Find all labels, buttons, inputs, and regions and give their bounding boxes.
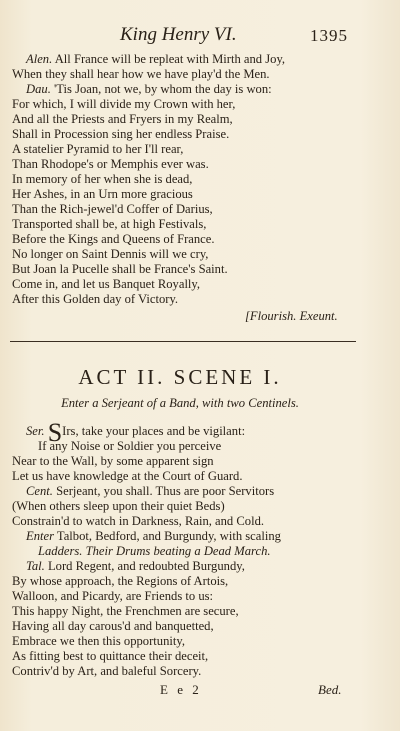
line-text: Near to the Wall, by some apparent sign (12, 454, 214, 468)
text-line (12, 127, 352, 142)
text-line (12, 529, 352, 544)
signature-mark: E e 2 (160, 682, 202, 697)
line-text: Embrace we then this opportunity, (12, 634, 186, 648)
line-text: Lord Regent, and redoubted Burgundy, (47, 559, 245, 573)
text-line (12, 247, 352, 262)
text-line (12, 82, 352, 97)
text-line (12, 499, 352, 514)
line-text: Constrain'd to watch in Darkness, Rain, and Cold. (12, 514, 265, 528)
text-line (12, 112, 352, 127)
text-line (12, 574, 352, 589)
line-text: As fitting best to quittance their deceit, (12, 649, 209, 663)
speaker-name: Enter (26, 529, 54, 543)
line-text: When they shall hear how we have play'd the Men. (12, 67, 270, 81)
line-text: 'Tis Joan, not we, by whom the day is won: (54, 82, 272, 96)
line-text: Come in, and let us Banquet Royally, (12, 277, 201, 291)
page-number: 1395 (310, 26, 348, 45)
line-text: In memory of her when she is dead, (12, 172, 193, 186)
text-line (12, 142, 352, 157)
text-line (12, 202, 352, 217)
scene-dialogue-block (12, 418, 352, 679)
line-text: Ladders. Their Drums beating a Dead March. (38, 544, 271, 558)
text-line (12, 469, 352, 484)
line-text: Transported shall be, at high Festivals, (12, 217, 207, 231)
text-line (12, 649, 352, 664)
text-line (12, 544, 352, 559)
catchword: Bed. (318, 682, 342, 697)
line-text: Contriv'd by Art, and baleful Sorcery. (12, 664, 202, 678)
line-text: For which, I will divide my Crown with her, (12, 97, 236, 111)
line-text: Than Rhodope's or Memphis ever was. (12, 157, 209, 171)
speaker-name: Dau. (26, 82, 51, 96)
text-line (12, 217, 352, 232)
verse-block (12, 52, 352, 307)
text-line (12, 514, 352, 529)
scene-entrance-direction: Enter a Serjeant of a Band, with two Centinels. (61, 396, 299, 410)
running-header (0, 24, 400, 46)
text-line (12, 262, 352, 277)
text-line (12, 634, 352, 649)
flourish-text: [Flourish. Exeunt. (245, 309, 338, 323)
line-text: A statelier Pyramid to her I'll rear, (12, 142, 184, 156)
line-text: Let us have knowledge at the Court of Guard. (12, 469, 243, 483)
text-line (12, 559, 352, 574)
text-line (12, 157, 352, 172)
text-line (12, 187, 352, 202)
act-scene-heading: ACT II. SCENE I. (78, 365, 282, 389)
text-line (12, 619, 352, 634)
line-text: No longer on Saint Dennis will we cry, (12, 247, 209, 261)
line-text: Walloon, and Picardy, are Friends to us: (12, 589, 214, 603)
line-text: All France will be repleat with Mirth and Joy, (54, 52, 286, 66)
text-line (12, 454, 352, 469)
text-line (12, 439, 352, 454)
line-text: Her Ashes, in an Urn more gracious (12, 187, 193, 201)
line-text: Before the Kings and Queens of France. (12, 232, 215, 246)
text-line (12, 172, 352, 187)
text-line (12, 664, 352, 679)
running-title: King Henry VI. (120, 24, 237, 45)
line-text: (When others sleep upon their quiet Beds) (12, 499, 225, 513)
page-footer (0, 682, 400, 698)
text-line (12, 604, 352, 619)
line-text: By whose approach, the Regions of Artois, (12, 574, 229, 588)
text-line (12, 589, 352, 604)
speaker-name: Cent. (26, 484, 53, 498)
line-text: After this Golden day of Victory. (12, 292, 179, 306)
speaker-name: Alen. (26, 52, 53, 66)
text-line (12, 67, 352, 82)
speaker-name: Ser. (26, 424, 45, 438)
line-text: Than the Rich-jewel'd Coffer of Darius, (12, 202, 213, 216)
line-text: But Joan la Pucelle shall be France's Saint. (12, 262, 228, 276)
text-line (12, 292, 352, 307)
line-text: Shall in Procession sing her endless Praise. (12, 127, 230, 141)
stage-direction-exeunt (245, 309, 338, 324)
line-text: Talbot, Bedford, and Burgundy, with scaling (56, 529, 281, 543)
line-text: If any Noise or Soldier you perceive (38, 439, 222, 453)
text-line (12, 484, 352, 499)
drop-cap: S (47, 418, 63, 447)
text-line (12, 232, 352, 247)
text-line (12, 52, 352, 67)
text-line (12, 97, 352, 112)
section-divider-rule (10, 341, 356, 342)
line-text: Serjeant, you shall. Thus are poor Servitors (56, 484, 275, 498)
speaker-name: Tal. (26, 559, 45, 573)
line-text: And all the Priests and Fryers in my Realm, (12, 112, 233, 126)
line-text: This happy Night, the Frenchmen are secure, (12, 604, 239, 618)
line-text: Having all day carous'd and banquetted, (12, 619, 214, 633)
text-line (12, 277, 352, 292)
line-text: Irs, take your places and be vigilant: (62, 424, 246, 438)
